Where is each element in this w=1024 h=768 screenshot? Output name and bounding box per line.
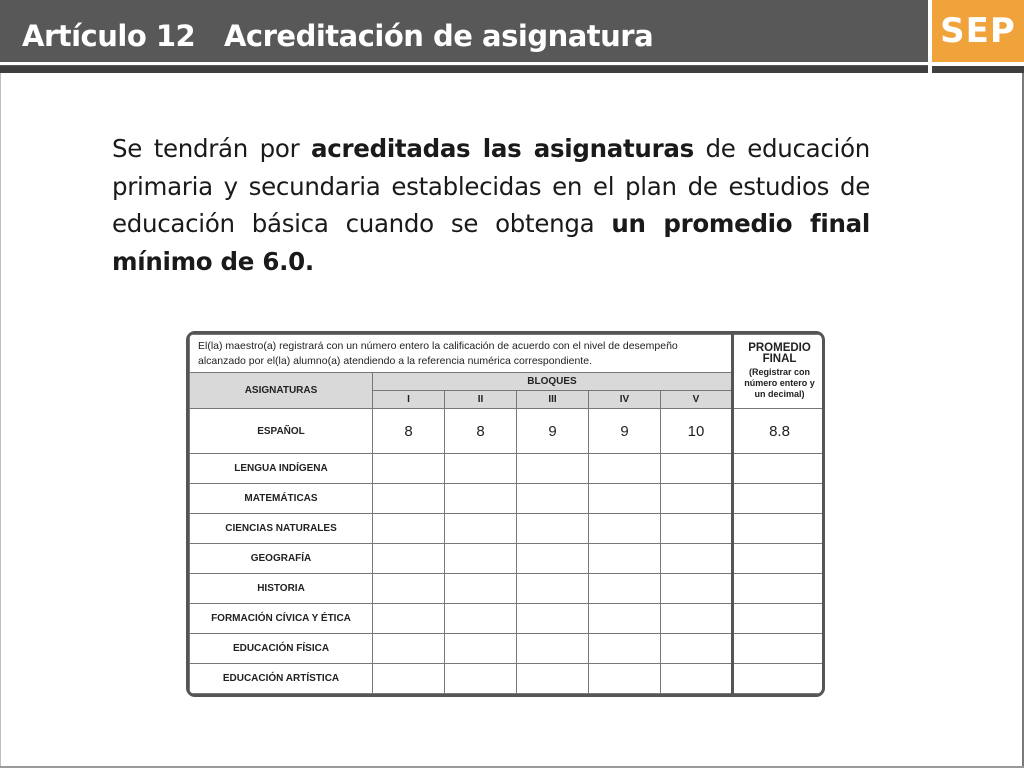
grade-cell[interactable] <box>445 514 517 544</box>
grade-cell[interactable] <box>373 604 445 634</box>
final-average-cell[interactable]: 8.8 <box>733 409 826 454</box>
grade-cell[interactable]: 9 <box>589 409 661 454</box>
final-average-cell[interactable] <box>733 664 826 694</box>
grade-cell[interactable] <box>589 484 661 514</box>
logo-underline <box>932 66 1024 73</box>
grade-cell[interactable] <box>373 484 445 514</box>
grade-cell[interactable] <box>661 454 733 484</box>
asignaturas-header: ASIGNATURAS <box>190 373 373 409</box>
grade-cell[interactable] <box>661 514 733 544</box>
grade-cell[interactable] <box>373 664 445 694</box>
grade-cell[interactable] <box>661 604 733 634</box>
final-average-cell[interactable] <box>733 604 826 634</box>
final-average-cell[interactable] <box>733 574 826 604</box>
final-average-cell[interactable] <box>733 454 826 484</box>
grade-cell[interactable] <box>517 514 589 544</box>
grade-cell[interactable] <box>517 604 589 634</box>
grades-table <box>186 331 825 697</box>
grade-cell[interactable] <box>373 574 445 604</box>
header-rule <box>0 62 928 65</box>
grade-cell[interactable] <box>517 634 589 664</box>
bloque-header: IV <box>589 391 661 409</box>
grade-cell[interactable] <box>589 454 661 484</box>
grade-cell[interactable] <box>373 634 445 664</box>
table-row <box>190 604 826 634</box>
grade-cell[interactable] <box>589 664 661 694</box>
table-instructions: El(la) maestro(a) registrará con un número entero la calificación de acuerdo con el nivel de desempeño alcanzado por el(la) alumno(a) atendiendo a la referencia numérica correspondiente. <box>190 335 733 373</box>
grade-cell[interactable] <box>661 574 733 604</box>
grade-cell[interactable]: 8 <box>445 409 517 454</box>
grade-cell[interactable] <box>589 634 661 664</box>
slide-title: Artículo 12 Acreditación de asignatura <box>22 19 654 53</box>
subject-name: ESPAÑOL <box>190 409 373 454</box>
grade-cell[interactable] <box>445 454 517 484</box>
bloque-header: I <box>373 391 445 409</box>
grade-cell[interactable] <box>589 514 661 544</box>
table-row <box>190 484 826 514</box>
slide-header <box>0 0 928 73</box>
table-row <box>190 454 826 484</box>
grade-cell[interactable] <box>445 544 517 574</box>
table-row <box>190 574 826 604</box>
final-average-cell[interactable] <box>733 484 826 514</box>
table-row <box>190 514 826 544</box>
subject-name: HISTORIA <box>190 574 373 604</box>
table-row <box>190 664 826 694</box>
final-average-cell[interactable] <box>733 544 826 574</box>
bloque-header: III <box>517 391 589 409</box>
grade-cell[interactable] <box>517 454 589 484</box>
table-row <box>190 634 826 664</box>
grade-cell[interactable]: 10 <box>661 409 733 454</box>
sep-logo: SEP <box>932 0 1024 62</box>
grade-cell[interactable] <box>517 664 589 694</box>
promedio-title: PROMEDIO FINAL <box>748 342 811 365</box>
grade-cell[interactable] <box>373 514 445 544</box>
grade-cell[interactable] <box>445 604 517 634</box>
promedio-note: (Registrar con número entero y un decimal) <box>744 367 815 399</box>
subject-name: CIENCIAS NATURALES <box>190 514 373 544</box>
subject-name: LENGUA INDÍGENA <box>190 454 373 484</box>
grade-cell[interactable] <box>373 544 445 574</box>
grade-cell[interactable]: 9 <box>517 409 589 454</box>
subject-name: EDUCACIÓN ARTÍSTICA <box>190 664 373 694</box>
bloque-header: V <box>661 391 733 409</box>
grade-cell[interactable] <box>661 544 733 574</box>
promedio-final-header <box>733 335 826 409</box>
grade-cell[interactable] <box>589 604 661 634</box>
final-average-cell[interactable] <box>733 514 826 544</box>
paragraph-text-2: de educación primaria y secundaria establecidas en el plan de estudios de educación básica cuando se obtenga <box>112 134 870 238</box>
grade-cell[interactable] <box>589 544 661 574</box>
table-row <box>190 544 826 574</box>
subject-name: GEOGRAFÍA <box>190 544 373 574</box>
grade-cell[interactable]: 8 <box>373 409 445 454</box>
bloques-header: BLOQUES <box>373 373 733 391</box>
grade-cell[interactable] <box>373 454 445 484</box>
grade-cell[interactable] <box>445 664 517 694</box>
paragraph-text-1: Se tendrán por <box>112 134 312 163</box>
bloque-header: II <box>445 391 517 409</box>
subject-name: FORMACIÓN CÍVICA Y ÉTICA <box>190 604 373 634</box>
grade-cell[interactable] <box>445 634 517 664</box>
grade-cell[interactable] <box>661 664 733 694</box>
grade-cell[interactable] <box>661 484 733 514</box>
subject-name: MATEMÁTICAS <box>190 484 373 514</box>
final-average-cell[interactable] <box>733 634 826 664</box>
paragraph-bold-2: un promedio final mínimo de 6.0. <box>112 209 870 276</box>
slide-frame-left <box>0 73 1 768</box>
subject-name: EDUCACIÓN FÍSICA <box>190 634 373 664</box>
grade-cell[interactable] <box>517 544 589 574</box>
grade-cell[interactable] <box>661 634 733 664</box>
grade-cell[interactable] <box>517 574 589 604</box>
grade-cell[interactable] <box>445 574 517 604</box>
grade-cell[interactable] <box>589 574 661 604</box>
grade-cell[interactable] <box>517 484 589 514</box>
grade-cell[interactable] <box>445 484 517 514</box>
article-paragraph <box>112 130 870 280</box>
paragraph-bold-1: acreditadas las asignaturas <box>311 134 694 163</box>
table-row <box>190 409 826 454</box>
